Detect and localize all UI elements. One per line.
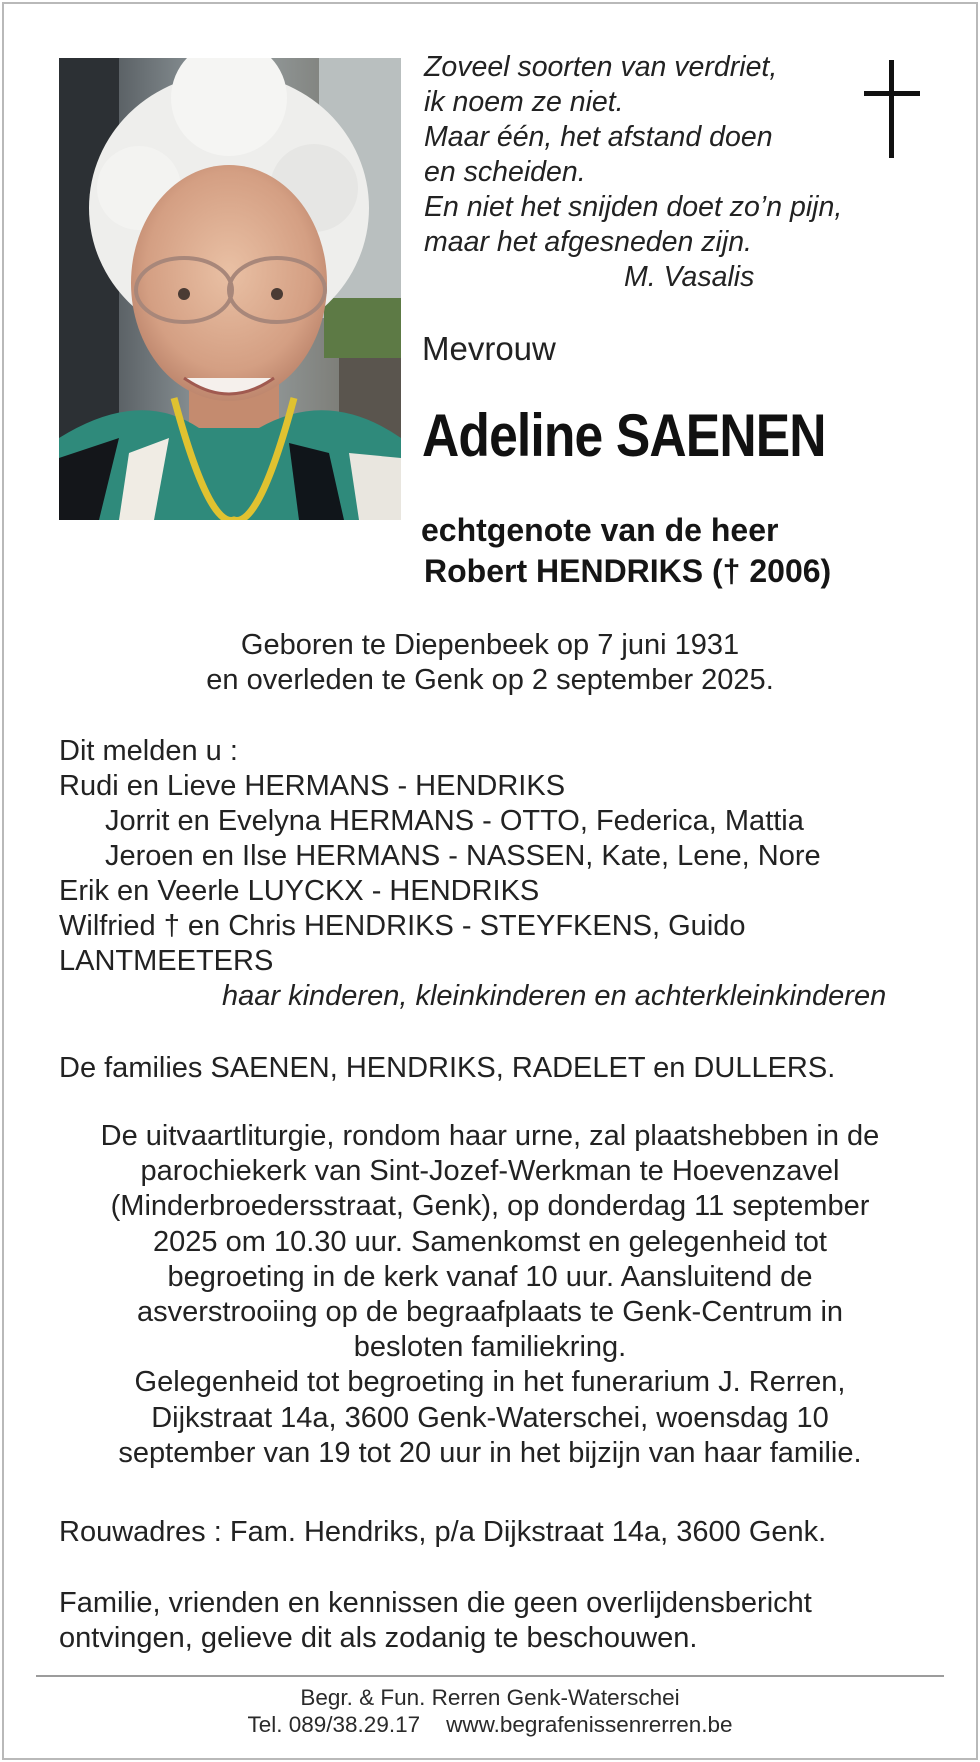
poem: [424, 50, 842, 295]
service-line: Dijkstraat 14a, 3600 Genk-Waterschei, woensdag 10: [151, 1401, 829, 1434]
family-member: LANTMEETERS: [59, 945, 274, 977]
service-line: parochiekerk van Sint-Jozef-Werkman te Hoevenzavel: [140, 1155, 840, 1188]
notice-line: ontvingen, gelieve dit als zodanig te beschouwen.: [59, 1622, 698, 1654]
poem-line: Maar één, het afstand doen: [424, 121, 773, 153]
family-member: Jorrit en Evelyna HERMANS - OTTO, Federica, Mattia: [105, 805, 804, 837]
spouse-line-2: Robert HENDRIKS († 2006): [424, 553, 832, 589]
service-info: [0, 1119, 980, 1471]
family-member: Erik en Veerle LUYCKX - HENDRIKS: [59, 875, 540, 907]
families-line: De families SAENEN, HENDRIKS, RADELET en DULLERS.: [59, 1052, 836, 1084]
family-list: [59, 734, 886, 1014]
birth-line: Geboren te Diepenbeek op 7 juni 1931: [240, 629, 740, 661]
footer-divider: [36, 1675, 944, 1677]
service-line: 2025 om 10.30 uur. Samenkomst en gelegenheid tot: [153, 1225, 827, 1258]
birth-death-info: [0, 628, 980, 698]
death-line: en overleden te Genk op 2 september 2025.: [206, 664, 774, 696]
mourning-address: Rouwadres : Fam. Hendriks, p/a Dijkstraat 14a, 3600 Genk.: [59, 1516, 827, 1548]
family-member: Jeroen en Ilse HERMANS - NASSEN, Kate, Lene, Nore: [105, 840, 821, 872]
footer-website[interactable]: www.begrafenissenrerren.be: [446, 1712, 733, 1737]
poem-line: En niet het snijden doet zo’n pijn,: [424, 191, 843, 223]
family-intro: Dit melden u :: [59, 735, 238, 767]
funeral-company: Begr. & Fun. Rerren Genk-Waterschei: [300, 1685, 680, 1710]
title-honorific: Mevrouw: [422, 330, 556, 367]
cross-icon: [864, 60, 920, 160]
spouse-info: [421, 510, 831, 592]
spouse-line-1: echtgenote van de heer: [421, 512, 779, 548]
footer-contact: [0, 1711, 980, 1738]
service-line: besloten familiekring.: [353, 1331, 627, 1364]
poem-author: M. Vasalis: [624, 261, 755, 293]
family-member: Wilfried † en Chris HENDRIKS - STEYFKENS, Guido: [59, 910, 746, 942]
family-relation: haar kinderen, kleinkinderen en achterkleinkinderen: [222, 980, 887, 1012]
service-line: september van 19 tot 20 uur in het bijzijn van haar familie.: [118, 1436, 862, 1469]
service-line: De uitvaartliturgie, rondom haar urne, zal plaatshebben in de: [100, 1120, 880, 1152]
service-line: (Minderbroedersstraat, Genk), op donderdag 11 september: [110, 1190, 870, 1223]
notice-text: [59, 1586, 812, 1656]
notice-line: Familie, vrienden en kennissen die geen overlijdensbericht: [59, 1587, 812, 1619]
footer: [0, 1684, 980, 1738]
poem-line: en scheiden.: [424, 156, 586, 188]
footer-phone: Tel. 089/38.29.17: [247, 1712, 421, 1737]
service-line: begroeting in de kerk vanaf 10 uur. Aansluitend de: [167, 1260, 813, 1293]
poem-line: Zoveel soorten van verdriet,: [424, 51, 778, 83]
deceased-name: Adeline SAENEN: [422, 402, 826, 469]
service-line: Gelegenheid tot begroeting in het funerarium J. Rerren,: [134, 1366, 846, 1399]
poem-line: maar het afgesneden zijn.: [424, 226, 752, 258]
poem-line: ik noem ze niet.: [424, 86, 624, 118]
family-member: Rudi en Lieve HERMANS - HENDRIKS: [59, 770, 566, 802]
portrait-photo: [59, 58, 401, 520]
service-line: asverstrooiing op de begraafplaats te Genk-Centrum in: [136, 1296, 844, 1329]
